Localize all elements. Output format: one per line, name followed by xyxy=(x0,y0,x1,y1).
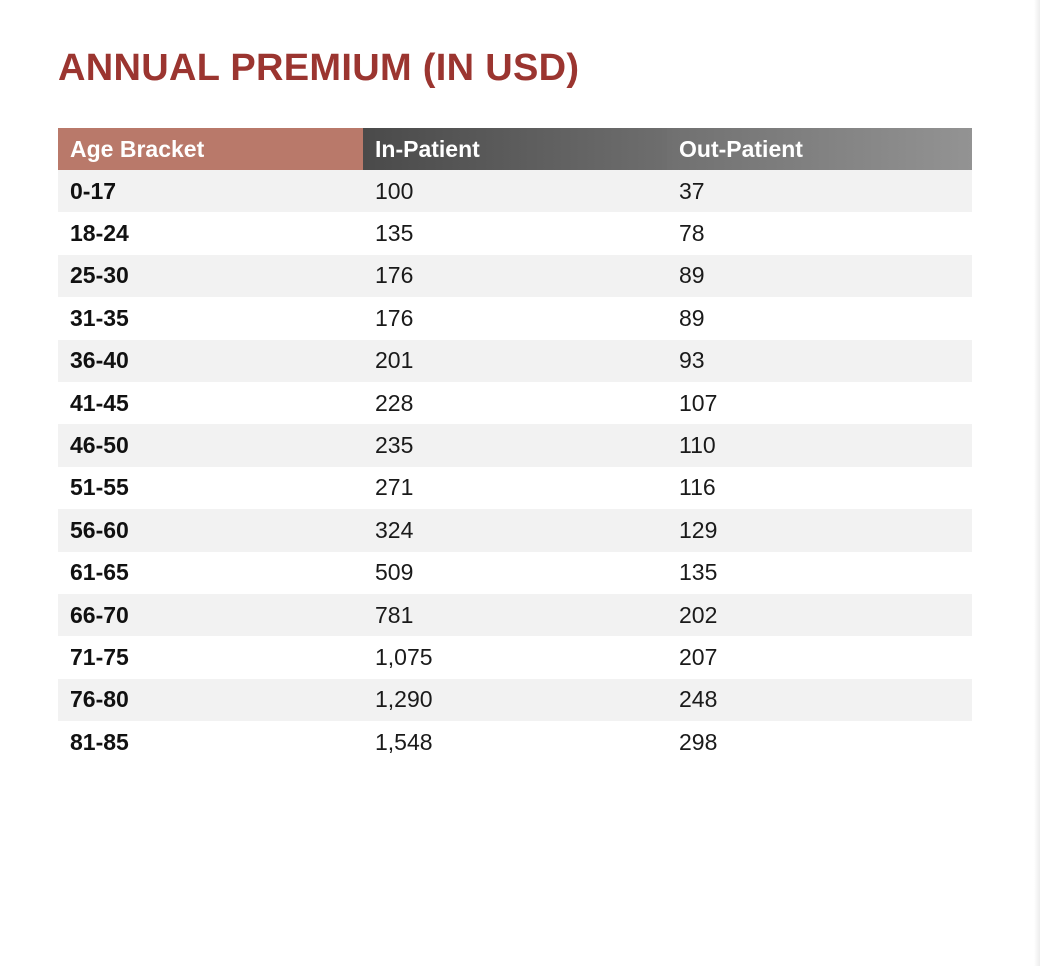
age-bracket-cell: 76-80 xyxy=(70,686,129,713)
table-row xyxy=(58,424,972,466)
table-row xyxy=(58,509,972,551)
table-header-row xyxy=(58,128,972,170)
in-patient-cell: 1,075 xyxy=(375,643,433,670)
age-bracket-cell: 61-65 xyxy=(70,559,129,586)
out-patient-cell: 93 xyxy=(679,347,705,374)
age-bracket-cell: 31-35 xyxy=(70,304,129,331)
in-patient-cell: 135 xyxy=(375,220,414,247)
header-in-patient: In-Patient xyxy=(363,128,667,170)
out-patient-cell: 202 xyxy=(679,601,718,628)
in-patient-cell: 324 xyxy=(375,516,414,543)
in-patient-cell: 1,548 xyxy=(375,728,433,755)
age-bracket-cell: 18-24 xyxy=(70,220,129,247)
out-patient-cell: 129 xyxy=(679,516,718,543)
table-row xyxy=(58,552,972,594)
out-patient-cell: 78 xyxy=(679,220,705,247)
in-patient-cell: 176 xyxy=(375,304,414,331)
out-patient-cell: 107 xyxy=(679,389,718,416)
out-patient-cell: 135 xyxy=(679,559,718,586)
table-row xyxy=(58,170,972,212)
age-bracket-cell: 46-50 xyxy=(70,432,129,459)
page-edge-shadow xyxy=(1034,0,1040,966)
in-patient-cell: 509 xyxy=(375,559,414,586)
age-bracket-cell: 36-40 xyxy=(70,347,129,374)
table-row xyxy=(58,636,972,678)
table-row xyxy=(58,297,972,339)
table-row xyxy=(58,382,972,424)
age-bracket-cell: 25-30 xyxy=(70,262,129,289)
out-patient-cell: 207 xyxy=(679,643,718,670)
table-row xyxy=(58,255,972,297)
in-patient-cell: 1,290 xyxy=(375,686,433,713)
age-bracket-cell: 71-75 xyxy=(70,643,129,670)
age-bracket-cell: 66-70 xyxy=(70,601,129,628)
table-row xyxy=(58,594,972,636)
page-title: ANNUAL PREMIUM (IN USD) xyxy=(58,47,580,89)
out-patient-cell: 89 xyxy=(679,262,705,289)
header-age-bracket: Age Bracket xyxy=(58,128,363,170)
in-patient-cell: 781 xyxy=(375,601,414,628)
out-patient-cell: 37 xyxy=(679,177,705,204)
in-patient-cell: 201 xyxy=(375,347,414,374)
in-patient-cell: 228 xyxy=(375,389,414,416)
table-row xyxy=(58,212,972,254)
out-patient-cell: 116 xyxy=(679,474,716,501)
header-out-patient: Out-Patient xyxy=(667,128,972,170)
age-bracket-cell: 41-45 xyxy=(70,389,129,416)
in-patient-cell: 100 xyxy=(375,177,414,204)
table-row xyxy=(58,721,972,763)
table-row xyxy=(58,467,972,509)
age-bracket-cell: 56-60 xyxy=(70,516,129,543)
age-bracket-cell: 51-55 xyxy=(70,474,129,501)
out-patient-cell: 89 xyxy=(679,304,705,331)
in-patient-cell: 176 xyxy=(375,262,414,289)
table-row xyxy=(58,679,972,721)
in-patient-cell: 235 xyxy=(375,432,414,459)
out-patient-cell: 248 xyxy=(679,686,718,713)
out-patient-cell: 110 xyxy=(679,432,716,459)
premium-table xyxy=(58,128,972,763)
out-patient-cell: 298 xyxy=(679,728,718,755)
age-bracket-cell: 81-85 xyxy=(70,728,129,755)
age-bracket-cell: 0-17 xyxy=(70,177,117,204)
table-row xyxy=(58,340,972,382)
in-patient-cell: 271 xyxy=(375,474,414,501)
